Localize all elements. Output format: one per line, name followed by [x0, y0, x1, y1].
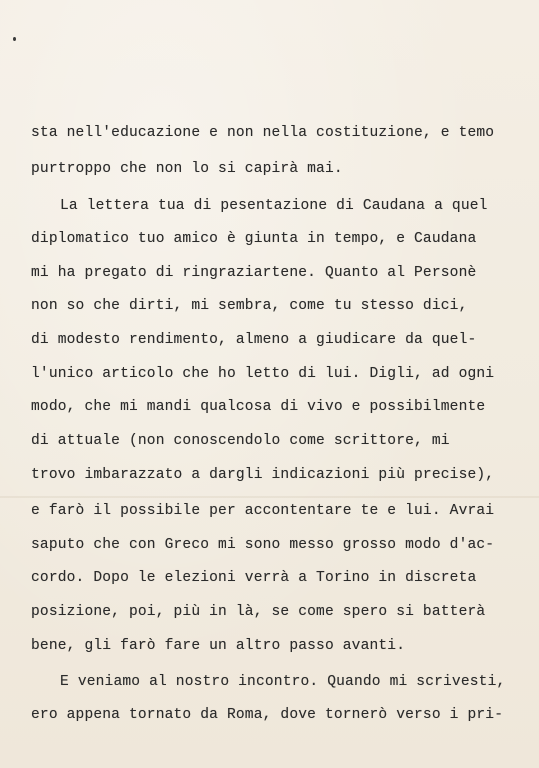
paper-fold — [0, 496, 539, 498]
text-line: ero appena tornato da Roma, dove tornerò verso i pri- — [31, 707, 504, 723]
text-line: mi ha pregato di ringraziartene. Quanto al Personè — [31, 265, 477, 281]
text-line: E veniamo al nostro incontro. Quando mi scrivesti, — [60, 674, 506, 690]
text-line: saputo che con Greco mi sono messo grosso modo d'ac- — [31, 537, 495, 553]
text-line: La lettera tua di pesentazione di Caudana a quel — [60, 198, 488, 214]
text-line: diplomatico tuo amico è giunta in tempo, e Caudana — [31, 231, 477, 247]
text-line: e farò il possibile per accontentare te e lui. Avrai — [31, 503, 495, 519]
text-line: purtroppo che non lo si capirà mai. — [31, 161, 343, 177]
text-line: cordo. Dopo le elezioni verrà a Torino in discreta — [31, 570, 477, 586]
text-line: trovo imbarazzato a dargli indicazioni più precise), — [31, 467, 495, 483]
text-line: non so che dirti, mi sembra, come tu stesso dici, — [31, 298, 468, 314]
text-line: di modesto rendimento, almeno a giudicare da quel- — [31, 332, 477, 348]
text-line: l'unico articolo che ho letto di lui. Digli, ad ogni — [31, 366, 495, 382]
text-line: posizione, poi, più in là, se come spero si batterà — [31, 604, 486, 620]
text-line: sta nell'educazione e non nella costituzione, e temo — [31, 125, 495, 141]
text-line: di attuale (non conoscendolo come scrittore, mi — [31, 433, 450, 449]
ink-speck — [13, 37, 16, 41]
text-line: modo, che mi mandi qualcosa di vivo e possibilmente — [31, 399, 486, 415]
text-line: bene, gli farò fare un altro passo avanti. — [31, 638, 406, 654]
